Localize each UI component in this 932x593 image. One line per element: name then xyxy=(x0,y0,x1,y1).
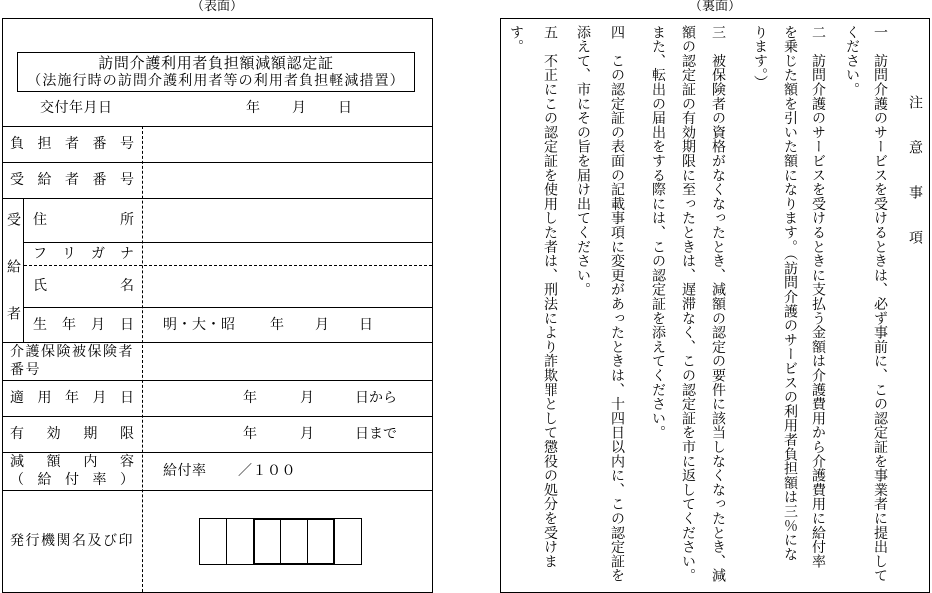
note-4-number: 四 xyxy=(609,25,625,40)
address-row xyxy=(24,199,432,242)
issue-date-day-unit: 日 xyxy=(338,100,352,116)
note-1-number: 一 xyxy=(872,25,888,40)
burden-number-row xyxy=(3,126,432,162)
note-2-line-1 xyxy=(810,25,826,568)
rate-denominator: ／１００ xyxy=(238,463,296,479)
birth-date-day-unit: 日 xyxy=(359,317,373,333)
birth-date-year-unit: 年 xyxy=(270,317,284,333)
issue-date-year-unit: 年 xyxy=(246,100,260,116)
insured-number-label-line1: 介護保険被保険者 xyxy=(10,344,134,360)
note-2-line-2: を乗じた額を引いた額になります。（訪問介護のサービスの利用者負担額は三％にな xyxy=(782,25,798,562)
applied-date-label: 適 用 年 月 日 xyxy=(10,390,134,406)
label-value-divider xyxy=(142,126,143,592)
issuer-row xyxy=(3,490,432,592)
front-side-panel xyxy=(2,18,433,593)
applied-date-day-unit: 日から xyxy=(355,390,397,406)
applied-date-month-unit: 月 xyxy=(300,390,314,406)
insured-number-label-line2: 番号 xyxy=(10,362,41,378)
note-5-line-2: す。 xyxy=(508,25,524,54)
name-row xyxy=(24,265,432,307)
seal-box-highlight xyxy=(253,518,335,565)
recipient-group-label: 受 給 者 xyxy=(5,212,21,320)
address-label: 住 所 xyxy=(33,212,134,228)
seal-box xyxy=(226,518,254,565)
issue-date-month-unit: 月 xyxy=(292,100,306,116)
certificate-title-box xyxy=(17,52,415,92)
reduction-label-line2: （ 給 付 率 ） xyxy=(10,472,134,488)
seal-box xyxy=(199,518,227,565)
burden-number-label: 負 担 者 番 号 xyxy=(10,136,134,152)
birth-date-month-unit: 月 xyxy=(315,317,329,333)
note-3-text: 被保険者の資格がなくなったとき、減額の認定の要件に該当しなくなったとき、減 xyxy=(710,53,726,583)
certificate-subtitle: （法施行時の訪問介護利用者等の利用者負担軽減措置） xyxy=(27,73,405,89)
valid-until-day-unit: 日まで xyxy=(355,426,397,442)
note-5-line-1 xyxy=(542,25,558,568)
valid-until-year-unit: 年 xyxy=(243,426,257,442)
back-side-panel xyxy=(500,18,930,593)
note-3-line-3: また、転出の届出をする際には、この認定証を添えてください。 xyxy=(650,25,666,440)
seal-boxes xyxy=(199,518,362,565)
note-3-line-1 xyxy=(710,25,726,583)
birth-date-row xyxy=(24,307,432,342)
valid-until-month-unit: 月 xyxy=(300,426,314,442)
name-label: 氏 名 xyxy=(33,278,134,294)
issuer-label: 発行機関名及び印 xyxy=(10,533,134,549)
insured-number-row xyxy=(3,342,432,380)
issue-date-label: 交付年月日 xyxy=(40,100,113,116)
note-5-text: 不正にこの認定証を使用した者は、刑法により詐欺罪として懲役の処分を受けま xyxy=(542,53,558,569)
note-2-number: 二 xyxy=(810,25,826,40)
seal-box xyxy=(334,518,362,565)
certificate-title: 訪問介護利用者負担額減額認定証 xyxy=(98,54,334,72)
recipient-group-column xyxy=(3,199,24,342)
note-4-text: この認定証の表面の記載事項に変更があったときは、十四日以内に、この認定証を xyxy=(609,53,625,583)
valid-until-label: 有 効 期 限 xyxy=(10,426,134,442)
note-4-line-2: 添えて、市にその旨を届け出てください。 xyxy=(575,25,591,297)
note-5-number: 五 xyxy=(542,25,558,40)
notes-heading: 注意事項 xyxy=(907,95,923,275)
note-2-text: 訪問介護のサービスを受けるときに支払う金額は介護費用から介護費用に給付率 xyxy=(810,53,826,569)
recipient-number-label: 受 給 者 番 号 xyxy=(10,172,134,188)
applied-date-row xyxy=(3,380,432,416)
recipient-number-row xyxy=(3,162,432,198)
note-1-line-2: ください。 xyxy=(844,25,860,97)
applied-date-year-unit: 年 xyxy=(243,390,257,406)
note-3-number: 三 xyxy=(710,25,726,40)
back-side-label: （裏面） xyxy=(688,0,741,14)
front-side-label: （表面） xyxy=(190,0,243,14)
birth-date-era: 明・大・昭 xyxy=(163,317,236,333)
note-1-line-1 xyxy=(872,25,888,583)
note-2-line-3: ります。） xyxy=(752,25,768,90)
reduction-row xyxy=(3,452,432,490)
valid-until-row xyxy=(3,416,432,452)
note-3-line-2: 額の認定証の有効期限に至ったときは、遅滞なく、この認定証を市に返してください。 xyxy=(680,25,696,583)
birth-date-label: 生 年 月 日 xyxy=(33,317,134,333)
rate-label: 給付率 xyxy=(163,463,207,479)
furigana-label: フ リ ガ ナ xyxy=(33,246,134,262)
note-1-text: 訪問介護のサービスを受けるときは、必ず事前に、この認定証を事業者に提出して xyxy=(872,53,888,583)
note-4-line-1 xyxy=(609,25,625,583)
furigana-row xyxy=(24,242,432,265)
reduction-label-line1: 減 額 内 容 xyxy=(10,454,134,470)
recipient-group xyxy=(3,198,432,342)
